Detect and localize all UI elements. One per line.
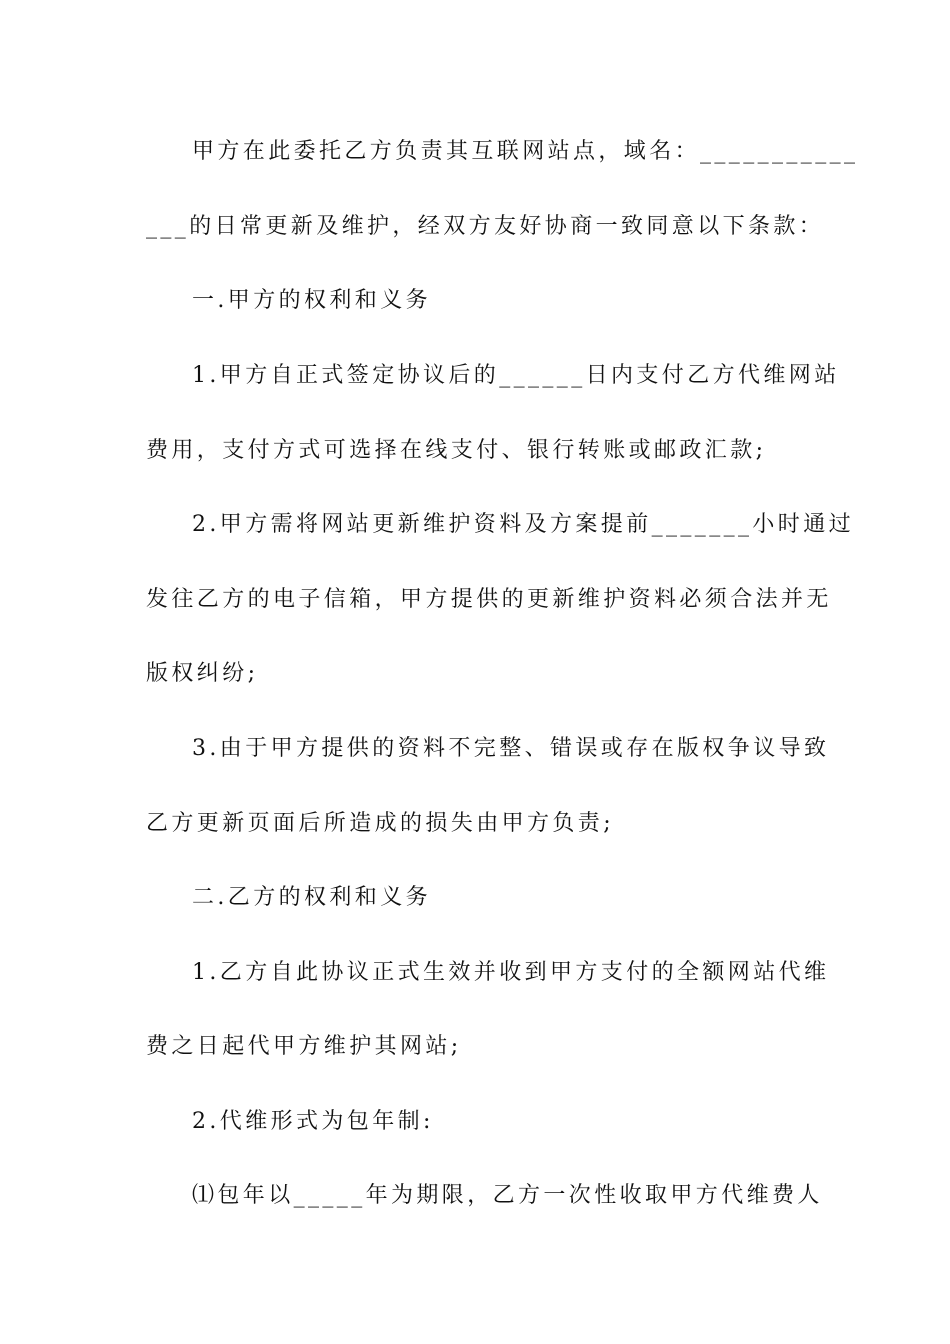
paragraph-intro-line-1: 甲方在此委托乙方负责其互联网站点，域名：___________ xyxy=(192,139,859,164)
clause-b2-line-1: 2.代维形式为包年制: xyxy=(192,1109,434,1134)
section-heading-party-a: 一.甲方的权利和义务 xyxy=(192,288,431,313)
clause-a1-line-2: 费用，支付方式可选择在线支付、银行转账或邮政汇款; xyxy=(146,438,767,463)
clause-a3-line-2: 乙方更新页面后所造成的损失由甲方负责; xyxy=(146,811,615,836)
clause-a1-line-1: 1.甲方自正式签定协议后的______日内支付乙方代维网站 xyxy=(192,363,840,388)
clause-a2-line-3: 版权纠纷; xyxy=(146,661,259,686)
clause-b1-line-2: 费之日起代甲方维护其网站; xyxy=(146,1034,462,1059)
paragraph-intro-line-2: ___的日常更新及维护，经双方友好协商一致同意以下条款： xyxy=(146,214,825,239)
clause-b1-line-1: 1.乙方自此协议正式生效并收到甲方支付的全额网站代维 xyxy=(192,960,830,985)
clause-b2-item-1-line-1: ⑴包年以_____年为期限，乙方一次性收取甲方代维费人 xyxy=(192,1183,823,1208)
clause-a2-line-1: 2.甲方需将网站更新维护资料及方案提前_______小时通过 xyxy=(192,512,854,537)
clause-a2-line-2: 发往乙方的电子信箱，甲方提供的更新维护资料必须合法并无 xyxy=(146,587,832,612)
clause-a3-line-1: 3.由于甲方提供的资料不完整、错误或存在版权争议导致 xyxy=(192,736,830,761)
section-heading-party-b: 二.乙方的权利和义务 xyxy=(192,885,431,910)
